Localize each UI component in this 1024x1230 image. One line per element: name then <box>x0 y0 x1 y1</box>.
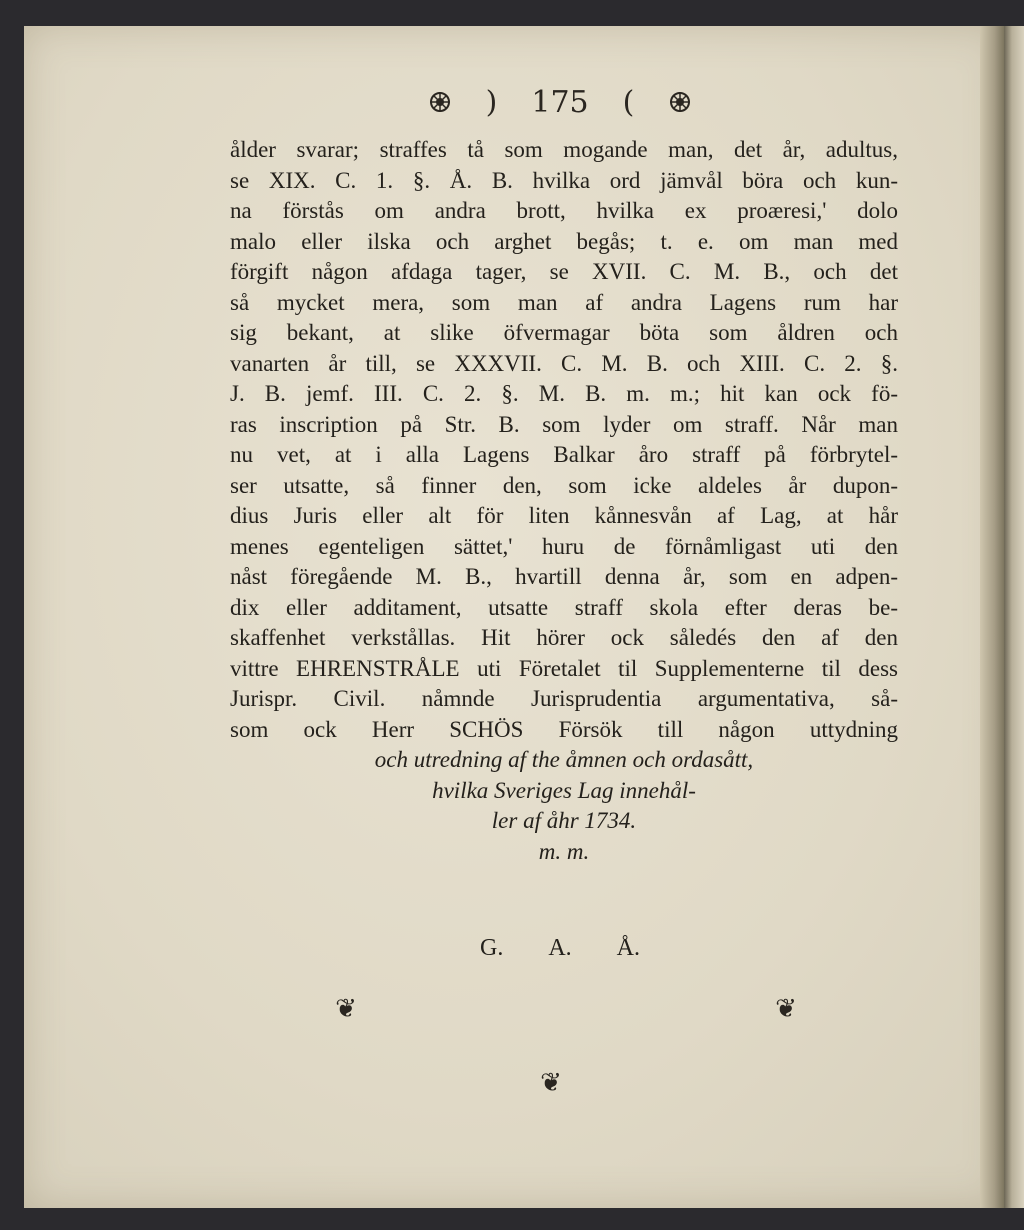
page-header <box>390 82 730 122</box>
text-line: ser utsatte, så finner den, som icke aldeles år dupon- <box>230 472 898 498</box>
centered-line: m. m. <box>538 838 590 864</box>
text-line: som ock Herr SCHÖS Försök till någon uttydning <box>230 716 898 742</box>
text-line: skaffenhet verkstållas. Hit hörer ock såledés den af den <box>230 625 898 650</box>
text-line: så mycket mera, som man af andra Lagens rum har <box>230 289 898 315</box>
right-paren: ( <box>622 84 635 120</box>
text-line: ålder svarar; straffes tå som mogande man, det år, adultus, <box>230 137 898 162</box>
text-line: förgift någon afdaga tager, se XVII. C. M. B., och det <box>230 259 898 284</box>
text-line: nu vet, at i alla Lagens Balkar åro straff på förbrytel- <box>230 442 898 467</box>
text-line: menes egenteligen sättet,' huru de förnåmligast uti den <box>230 533 898 559</box>
facing-page-edge <box>1004 26 1024 1208</box>
fleuron-icon: ❦ <box>540 1068 562 1098</box>
text-line: sig bekant, at slike öfvermagar böta som åldren och <box>230 320 898 345</box>
fleuron-icon: ❦ <box>335 994 357 1024</box>
text-line: ras inscription på Str. B. som lyder om straff. Når man <box>230 411 898 437</box>
signature-initial-g: G. <box>480 935 504 961</box>
floral-ornament-icon <box>428 90 452 114</box>
signature-initial-aa: Å. <box>616 935 640 961</box>
text-line: J. B. jemf. III. C. 2. §. M. B. m. m.; hit kan ock fö- <box>230 381 898 406</box>
text-line: dius Juris eller alt för liten kånnesvån af Lag, at hår <box>230 503 898 528</box>
body-text <box>230 135 898 867</box>
text-line: dix eller additament, utsatte straff skola efter deras be- <box>230 594 898 620</box>
text-line: vanarten år till, se XXXVII. C. M. B. och XIII. C. 2. §. <box>230 350 898 376</box>
fleuron-icon: ❦ <box>775 994 797 1024</box>
centered-line: och utredning af the åmnen och ordasått, <box>374 747 754 772</box>
text-line: vittre EHRENSTRÅLE uti Företalet til Supplementerne til dess <box>230 655 898 681</box>
text-line: se XIX. C. 1. §. Å. B. hvilka ord jämvål böra och kun- <box>230 167 898 193</box>
centered-line: hvilka Sveriges Lag innehål- <box>432 777 696 803</box>
text-line: na förstås om andra brott, hvilka ex proæresi,' dolo <box>230 198 898 223</box>
text-line: Jurispr. Civil. nåmnde Jurisprudentia argumentativa, så- <box>230 686 898 711</box>
floral-ornament-icon <box>668 90 692 114</box>
text-line: nåst föregående M. B., hvartill denna år, som en adpen- <box>230 564 898 589</box>
centered-line: ler af åhr 1734. <box>491 808 637 833</box>
signature-initial-a: A. <box>548 935 572 961</box>
text-line: malo eller ilska och arghet begås; t. e. om man med <box>230 228 898 254</box>
left-paren: ) <box>485 84 498 120</box>
page-number: 175 <box>531 84 589 120</box>
page-gutter <box>980 26 1004 1208</box>
signature <box>480 935 640 962</box>
